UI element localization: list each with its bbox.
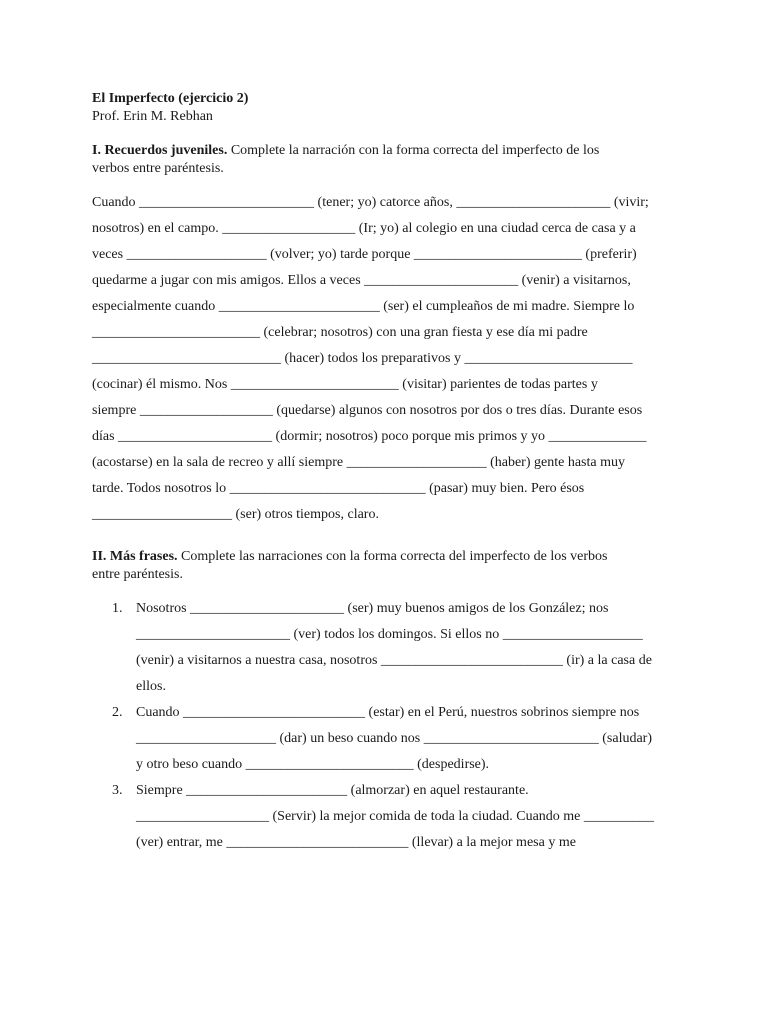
exercise-line: Cuando __________________________ (estar) en el Perú, nuestros sobrinos siempre nos [136, 705, 640, 720]
section2-heading [92, 548, 692, 584]
exercise-item-2 [92, 700, 692, 778]
section2-heading-bold: II. Más frases. [92, 549, 178, 564]
section1-heading [92, 142, 692, 178]
paragraph-line: (acostarse) en la sala de recreo y allí siempre ____________________ (haber) gente hasta muy [92, 455, 625, 470]
exercise-line: (ver) entrar, me __________________________ (llevar) a la mejor mesa y me [136, 835, 576, 850]
exercise-item-1 [92, 596, 692, 700]
exercise-line: ____________________ (dar) un beso cuando nos _________________________ (saludar) [136, 731, 652, 746]
document-title: El Imperfecto (ejercicio 2) [92, 91, 249, 106]
paragraph-line: Cuando _________________________ (tener; yo) catorce años, ______________________ (vivir; [92, 195, 649, 210]
exercise-line: ___________________ (Servir) la mejor comida de toda la ciudad. Cuando me __________ [136, 809, 654, 824]
paragraph-line: veces ____________________ (volver; yo) tarde porque ________________________ (preferir) [92, 247, 637, 262]
paragraph-line: días ______________________ (dormir; nosotros) poco porque mis primos y yo ______________ [92, 429, 647, 444]
paragraph-line: siempre ___________________ (quedarse) algunos con nosotros por dos o tres días. Durante esos [92, 403, 643, 418]
section1-heading-rest: Complete la narración con la forma correcta del imperfecto de los [227, 143, 600, 158]
section1-heading-bold: I. Recuerdos juveniles. [92, 143, 228, 158]
paragraph-line: nosotros) en el campo. ___________________ (Ir; yo) al colegio en una ciudad cerca de casa y a [92, 221, 636, 236]
section2-heading-line1 [92, 548, 692, 566]
section1-paragraph [92, 190, 692, 528]
exercise-number: 1. [112, 601, 123, 616]
section1-heading-line2: verbos entre paréntesis. [92, 161, 224, 176]
paragraph-line: quedarme a jugar con mis amigos. Ellos a veces ______________________ (venir) a visitarnos, [92, 273, 631, 288]
paragraph-line: especialmente cuando _______________________ (ser) el cumpleaños de mi madre. Siempre lo [92, 299, 635, 314]
section2-heading-line2: entre paréntesis. [92, 567, 183, 582]
exercise-number: 2. [112, 705, 123, 720]
exercise-line: Siempre _______________________ (almorzar) en aquel restaurante. [136, 783, 529, 798]
exercise-line: ______________________ (ver) todos los domingos. Si ellos no ____________________ [136, 627, 643, 642]
exercise-line: Nosotros ______________________ (ser) muy buenos amigos de los González; nos [136, 601, 609, 616]
worksheet-page [92, 90, 692, 856]
paragraph-line: ________________________ (celebrar; nosotros) con una gran fiesta y ese día mi padre [92, 325, 588, 340]
exercise-list [92, 596, 692, 856]
paragraph-line: ___________________________ (hacer) todos los preparativos y ________________________ [92, 351, 633, 366]
exercise-line: (venir) a visitarnos a nuestra casa, nosotros __________________________ (ir) a la casa de [136, 653, 652, 668]
paragraph-line: (cocinar) él mismo. Nos ________________________ (visitar) parientes de todas partes y [92, 377, 598, 392]
section1-heading-line1 [92, 142, 692, 160]
exercise-number: 3. [112, 783, 123, 798]
exercise-item-3 [92, 778, 692, 856]
paragraph-line: tarde. Todos nosotros lo ____________________________ (pasar) muy bien. Pero ésos [92, 481, 585, 496]
section2-heading-rest: Complete las narraciones con la forma correcta del imperfecto de los verbos [177, 549, 608, 564]
document-author: Prof. Erin M. Rebhan [92, 109, 213, 124]
paragraph-line: ____________________ (ser) otros tiempos, claro. [92, 507, 379, 522]
exercise-line: y otro beso cuando ________________________ (despedirse). [136, 757, 490, 772]
exercise-line: ellos. [136, 679, 166, 694]
